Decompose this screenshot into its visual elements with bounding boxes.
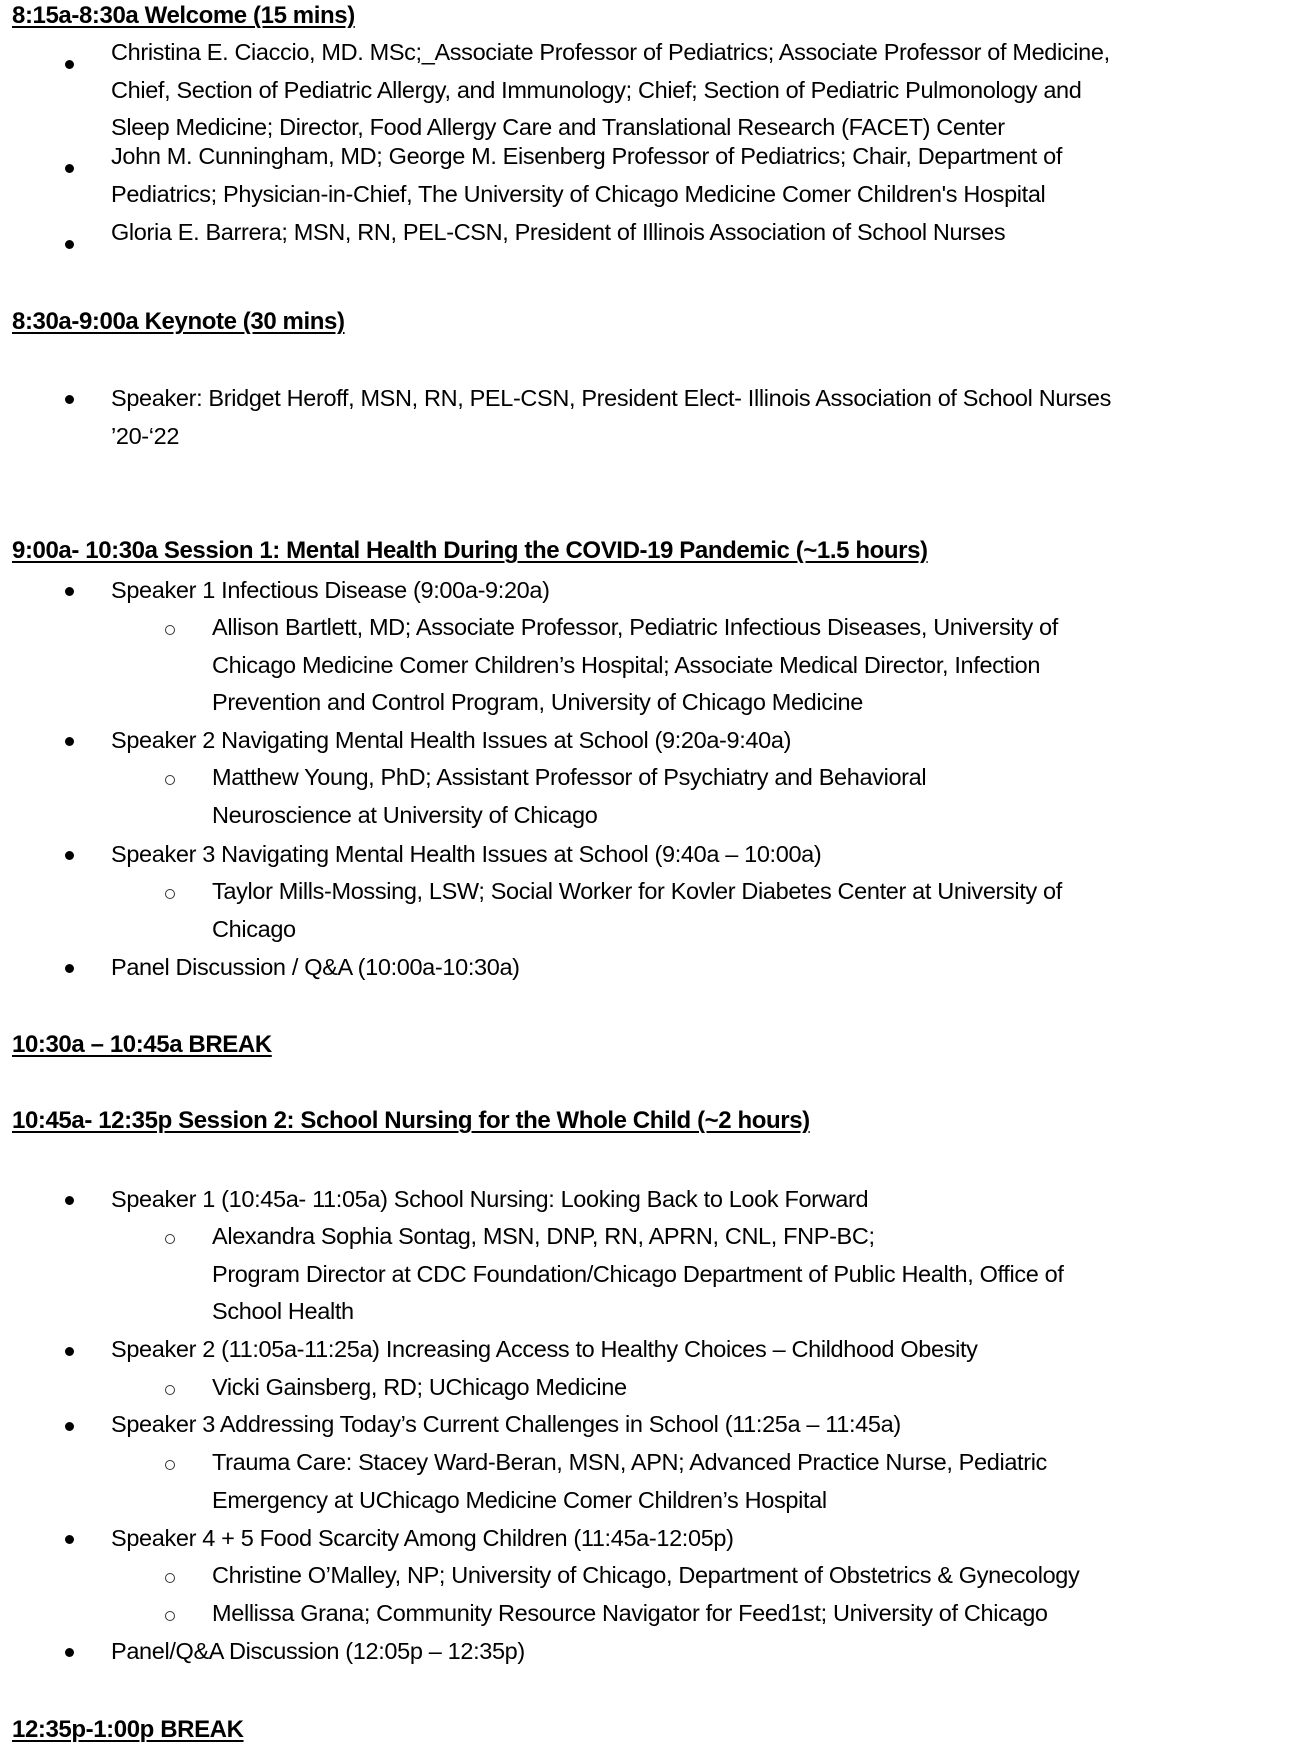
topic-item: Speaker 4 + 5 Food Scarcity Among Children (11:45a-12:05p) xyxy=(111,1525,734,1551)
topic-item: Speaker 1 (10:45a- 11:05a) School Nursing: Looking Back to Look Forward xyxy=(111,1186,869,1212)
bullet-icon xyxy=(65,1347,74,1356)
speaker-item: Christine O’Malley, NP; University of Chicago, Department of Obstetrics & Gynecology xyxy=(212,1562,1080,1588)
speaker-item: Vicki Gainsberg, RD; UChicago Medicine xyxy=(212,1374,627,1400)
sub-bullet-icon xyxy=(165,1385,175,1395)
topic-item: Speaker 3 Navigating Mental Health Issues at School (9:40a – 10:00a) xyxy=(111,841,822,867)
topic-item: Panel/Q&A Discussion (12:05p – 12:35p) xyxy=(111,1638,525,1664)
speaker-item: Allison Bartlett, MD; Associate Professor, Pediatric Infectious Diseases, University of Chicago Medicine Comer Children’s Hospital; Associate Medical Director, Infection Prevention and Control Program, University of Chicago Medicine xyxy=(212,614,1058,715)
sub-bullet-icon xyxy=(165,889,175,899)
speaker-item: Gloria E. Barrera; MSN, RN, PEL-CSN, President of Illinois Association of School Nurses xyxy=(111,219,1006,245)
bullet-icon xyxy=(65,1422,74,1431)
section-heading-session-1: 9:00a- 10:30a Session 1: Mental Health During the COVID-19 Pandemic (~1.5 hours) xyxy=(12,537,928,564)
bullet-icon xyxy=(65,737,74,746)
speaker-item: Trauma Care: Stacey Ward-Beran, MSN, APN; Advanced Practice Nurse, Pediatric Emergency at UChicago Medicine Comer Children’s Hospital xyxy=(212,1449,1047,1513)
section-heading-break-2: 12:35p-1:00p BREAK xyxy=(12,1716,244,1743)
bullet-icon xyxy=(65,1535,74,1544)
sub-bullet-icon xyxy=(165,1460,175,1470)
bullet-icon xyxy=(65,164,74,173)
sub-bullet-icon xyxy=(165,775,175,785)
topic-item: Panel Discussion / Q&A (10:00a-10:30a) xyxy=(111,954,520,980)
bullet-icon xyxy=(65,240,74,249)
sub-bullet-icon xyxy=(165,1234,175,1244)
section-heading-welcome: 8:15a-8:30a Welcome (15 mins) xyxy=(12,2,355,29)
bullet-icon xyxy=(65,60,74,69)
speaker-item: John M. Cunningham, MD; George M. Eisenberg Professor of Pediatrics; Chair, Department of Pediatrics; Physician-in-Chief, The University of Chicago Medicine Comer Children's Hospital xyxy=(111,143,1063,207)
bullet-icon xyxy=(65,587,74,596)
topic-item: Speaker 2 (11:05a-11:25a) Increasing Access to Healthy Choices – Childhood Obesity xyxy=(111,1336,978,1362)
speaker-item: Christina E. Ciaccio, MD. MSc;_Associate Professor of Pediatrics; Associate Professor of Medicine, Chief, Section of Pediatric Allergy, and Immunology; Chief; Section of Pediatric Pulmonology and Sleep Medicine; Director, Food Allergy Care and Translational Research (FACET) Center xyxy=(111,39,1110,140)
sub-bullet-icon xyxy=(165,1611,175,1621)
speaker-item: Mellissa Grana; Community Resource Navigator for Feed1st; University of Chicago xyxy=(212,1600,1048,1626)
bullet-icon xyxy=(65,395,74,404)
bullet-icon xyxy=(65,1196,74,1205)
topic-item: Speaker 2 Navigating Mental Health Issues at School (9:20a-9:40a) xyxy=(111,727,792,753)
topic-item: Speaker 1 Infectious Disease (9:00a-9:20a) xyxy=(111,577,550,603)
bullet-icon xyxy=(65,851,74,860)
speaker-item: Alexandra Sophia Sontag, MSN, DNP, RN, APRN, CNL, FNP-BC; Program Director at CDC Foundation/Chicago Department of Public Health, Office of School Health xyxy=(212,1223,1064,1324)
speaker-item: Taylor Mills-Mossing, LSW; Social Worker for Kovler Diabetes Center at University of Chicago xyxy=(212,878,1062,942)
speaker-item: Speaker: Bridget Heroff, MSN, RN, PEL-CSN, President Elect- Illinois Association of School Nurses ’20-‘22 xyxy=(111,385,1112,449)
sub-bullet-icon xyxy=(165,1573,175,1583)
bullet-icon xyxy=(65,964,74,973)
sub-bullet-icon xyxy=(165,625,175,635)
topic-item: Speaker 3 Addressing Today’s Current Challenges in School (11:25a – 11:45a) xyxy=(111,1411,901,1437)
speaker-item: Matthew Young, PhD; Assistant Professor of Psychiatry and Behavioral Neuroscience at University of Chicago xyxy=(212,764,927,828)
bullet-icon xyxy=(65,1648,74,1657)
section-heading-break-1: 10:30a – 10:45a BREAK xyxy=(12,1031,272,1058)
section-heading-keynote: 8:30a-9:00a Keynote (30 mins) xyxy=(12,308,345,335)
section-heading-session-2: 10:45a- 12:35p Session 2: School Nursing for the Whole Child (~2 hours) xyxy=(12,1107,810,1134)
